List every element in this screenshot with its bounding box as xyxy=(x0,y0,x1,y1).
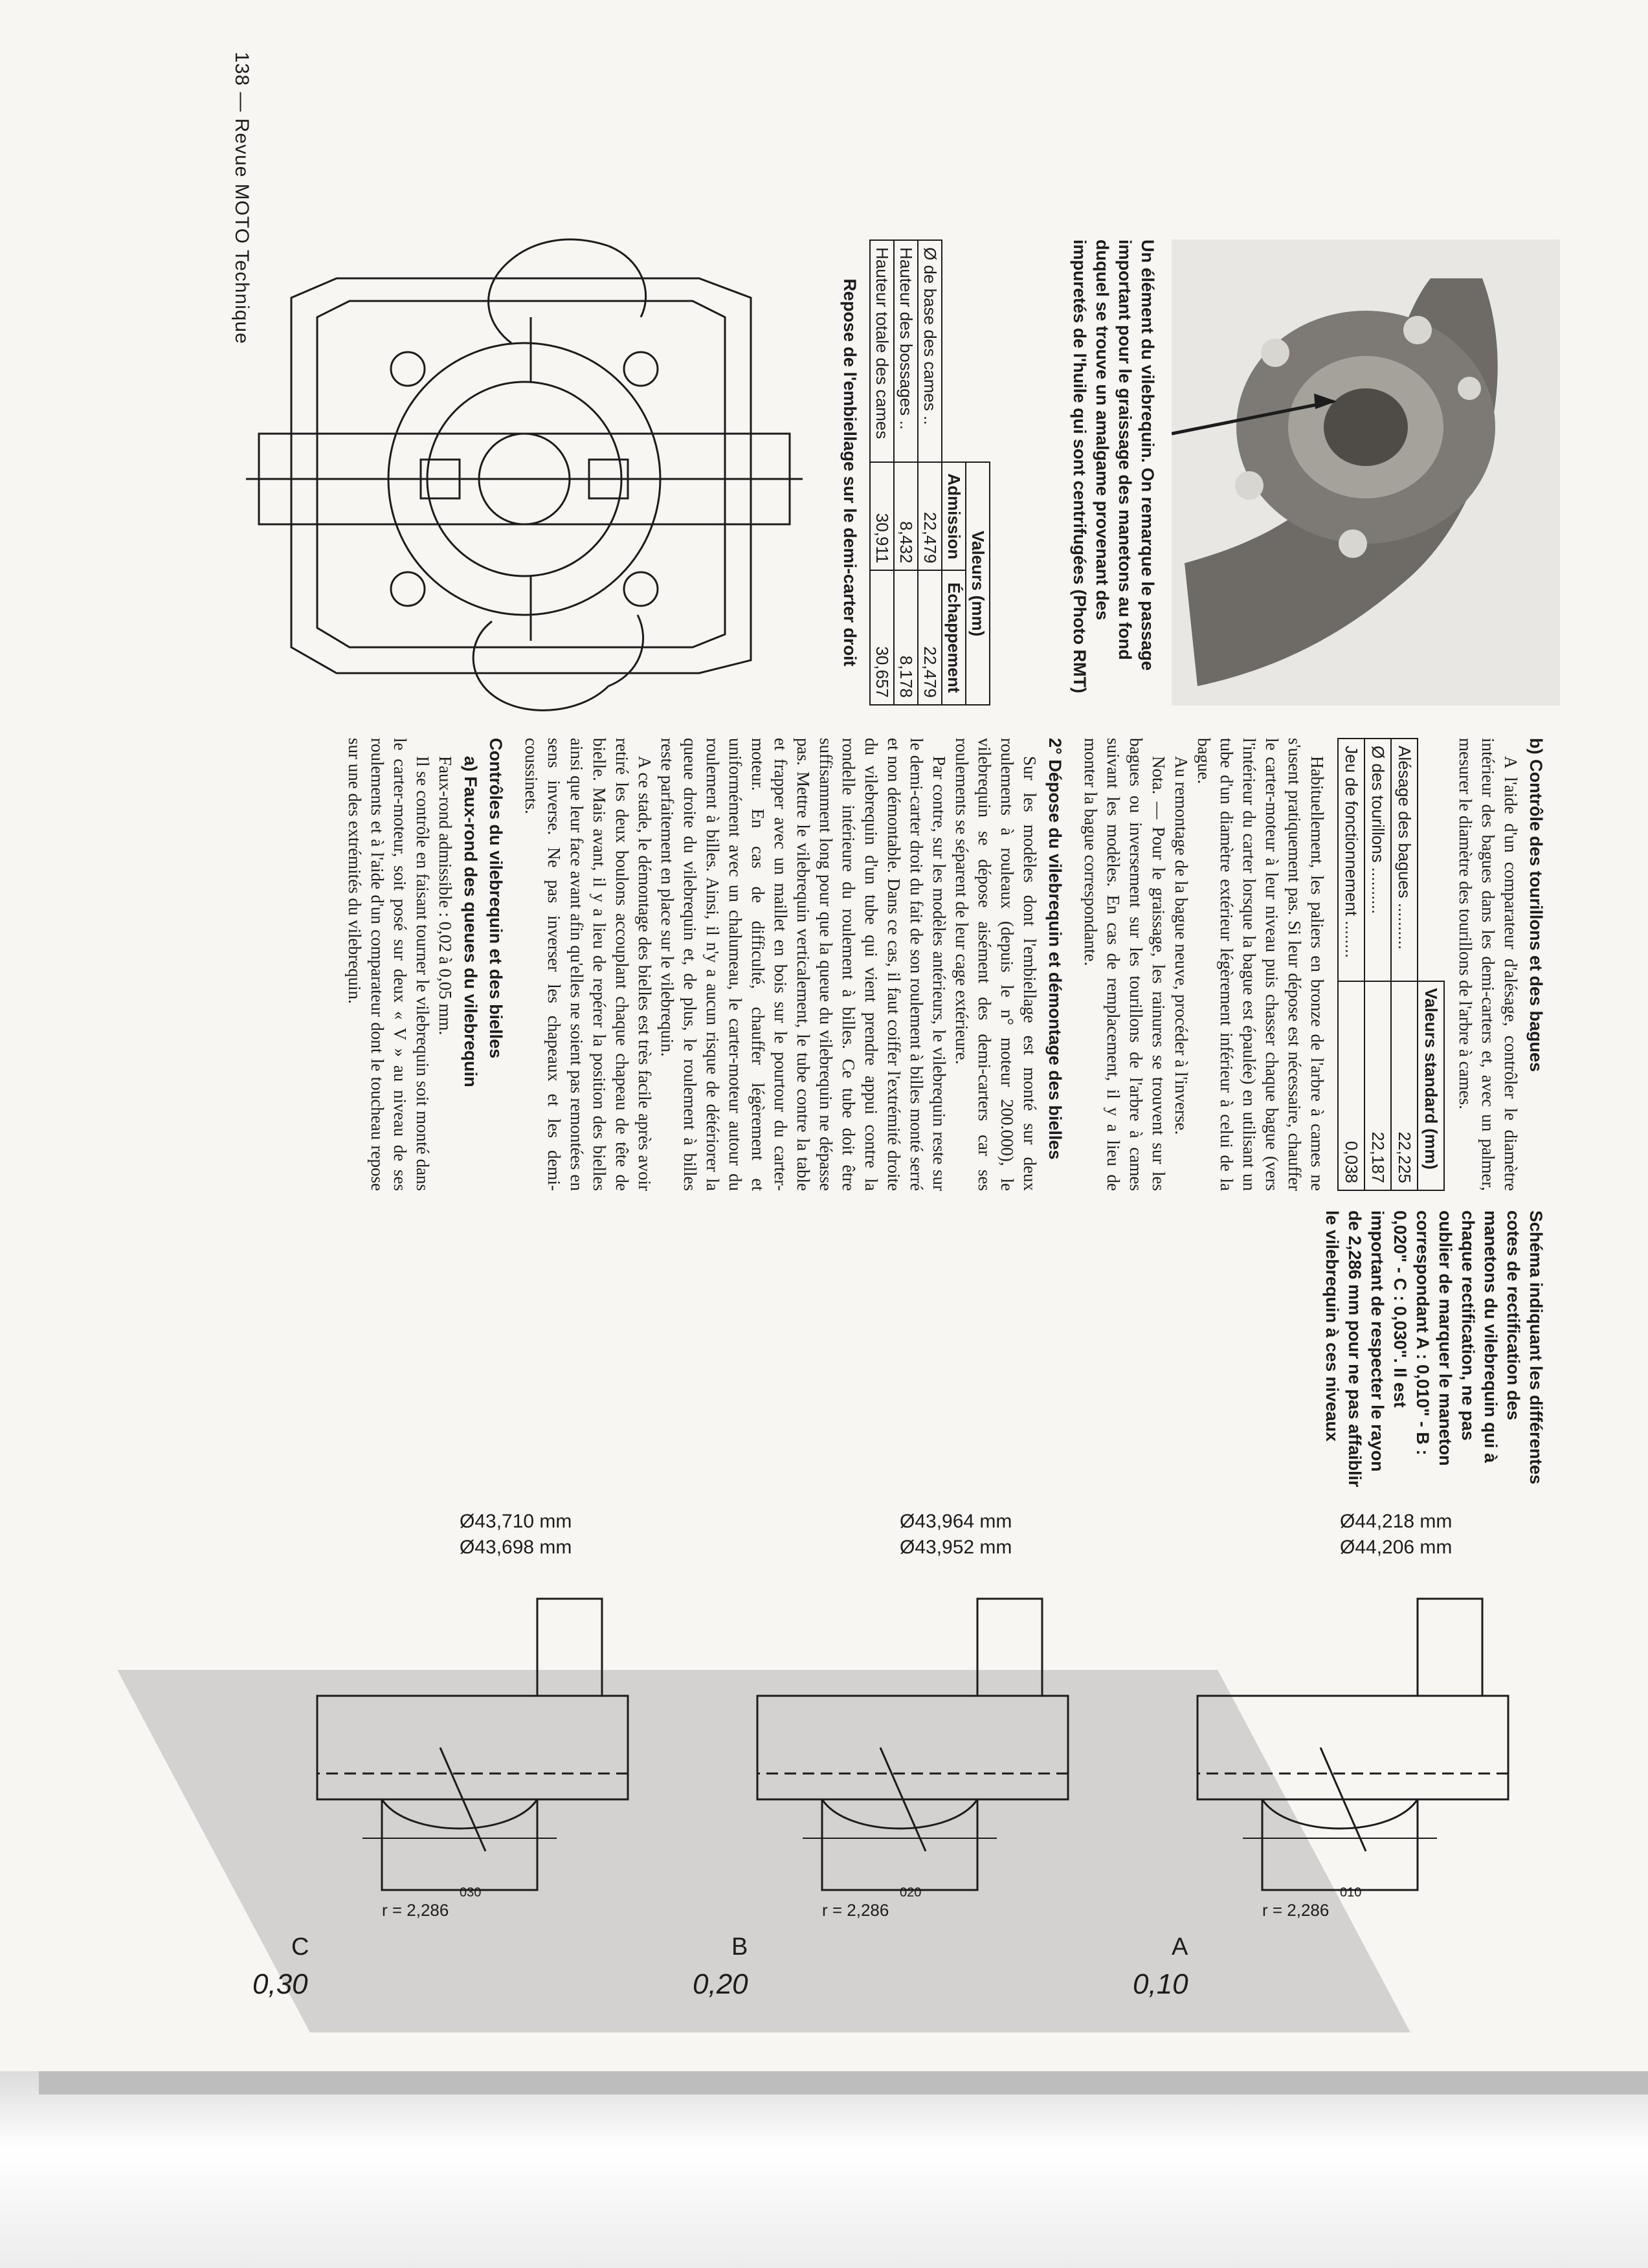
standard-values-table xyxy=(1337,738,1445,1191)
photo-caption: Un élément du vilebrequin. On remarque le passage important pour le graissage des manetons au fond duquel se trouve un amalgame provenant des impuretés de l'huile qui sont centrifugées (Photo RMT) xyxy=(1070,239,1157,693)
controls-para: Il se contrôle en faisant tourner le vilebrequin soit monté dans le carter-moteur, soit posé sur deux « V » au niveau de ses roulements et à l'aide d'un comparateur dont le toucheau repose sur une des extrémités du vilebrequin. xyxy=(345,738,432,1191)
diagram-c-stub xyxy=(537,1599,602,1696)
diagram-b-web xyxy=(757,1696,1068,1799)
controls-para: Faux-rond admissible : 0,02 à 0,05 mm. xyxy=(436,756,455,1036)
std-row-value: 0,038 xyxy=(1338,981,1364,1190)
section-b-para4: Nota. — Pour le graissage, les rainures se trouvent sur les bagues ou inversement sur les tourillons de l'arbre à cames suivant les modèles. En cas de remplacement, il y a lieu de monter la bague correspondante. xyxy=(1081,738,1168,1191)
cam-row-label: Hauteur des bossages .. xyxy=(894,240,918,462)
crank-photo-drawing xyxy=(1172,239,1560,706)
diagram-b-radius-label: r = 2,286 xyxy=(822,1900,889,1920)
std-table-title: Valeurs standard (mm) xyxy=(1418,981,1444,1190)
diagram-a-diameter-min: Ø44,206 mm xyxy=(1340,1537,1453,1558)
binding-shadow xyxy=(0,2071,1648,2268)
table-row xyxy=(918,240,942,705)
section-2-para: Sur les modèles dont l'embiellage est monté sur deux roulements à rouleaux (depuis le n° moteur 200.000), le vilebrequin se dépose aisément des demi-carters car ses roulements se séparent de leur cage extérieure. xyxy=(952,738,1040,1191)
controls-heading: Contrôles du vilebrequin et des bielles xyxy=(486,738,506,1059)
crankpin-diagram-svg xyxy=(201,1502,1560,2071)
diagram-b-grade-mark: 020 xyxy=(900,1885,922,1900)
diagram-b-diameter-max: Ø43,964 mm xyxy=(900,1511,1012,1532)
rotated-page xyxy=(84,52,1573,2071)
diagram-a-stub xyxy=(1418,1599,1482,1696)
diagram-b-stub xyxy=(977,1599,1042,1696)
diagram-b-diameter-min: Ø43,952 mm xyxy=(900,1537,1012,1558)
embiellage-drawing xyxy=(246,220,803,725)
illustration-caption: Repose de l'embiellage sur le demi-carter droit xyxy=(840,278,860,667)
cam-row-admission: 8,432 xyxy=(894,462,918,570)
diagram-a-grade-mark: 010 xyxy=(1340,1885,1362,1900)
diagram-c-grade-mark: 030 xyxy=(460,1885,482,1900)
cam-row-admission: 30,911 xyxy=(870,462,894,570)
embiellage-illustration xyxy=(246,220,803,725)
crankpin-diagrams xyxy=(201,1502,1560,2071)
cam-row-echappement: 30,657 xyxy=(870,570,894,705)
cam-row-label: Ø de base des cames .. xyxy=(918,240,942,462)
controls-subheading: a) Faux-rond des queues du vilebrequin xyxy=(461,756,480,1087)
table-row xyxy=(1364,739,1391,1190)
cam-col-admission: Admission xyxy=(942,462,966,570)
section-b xyxy=(343,738,1547,1191)
table-row xyxy=(870,240,894,705)
diagram-b-pin-curve xyxy=(822,1799,977,1829)
table-row xyxy=(1338,739,1364,1190)
section-2-para: A ce stade, le démontage des bielles est très facile après avoir retiré les deux boulons accouplant chaque chapeau de tête de bielle. Mais avant, il y a lieu de repérer la position des bielles ainsi que leur face avant afin qu'elles ne soient pas remontées en sens inverse. Ne pas inverser les chapeaux et les demi-coussinets. xyxy=(522,738,654,1191)
section-2-heading: 2° Dépose du vilebrequin et démontage des bielles xyxy=(1045,738,1065,1160)
std-row-label: Ø des tourillons .......... xyxy=(1364,739,1391,981)
diagram-a-pin xyxy=(1262,1799,1418,1890)
diagram-c-handwritten-note: 0,30 xyxy=(252,1968,308,2000)
cam-row-echappement: 22,479 xyxy=(918,570,942,705)
diagram-a-grade-letter: A xyxy=(1172,1933,1188,1961)
section-b-para2: Habituellement, les paliers en bronze de l'arbre à cames ne s'usent pratiquement pas. Si leur dépose est nécessaire, chauffer le carter-moteur à leur niveau puis chasser chaque bague (vers l'intérieur du carter lorsque la bague est épaulée) en utilisant un tube d'un diamètre extérieur légèrement inférieur à celui de la bague. xyxy=(1194,738,1327,1191)
binding-edge xyxy=(39,2071,1648,2095)
diagram-a-pin-curve xyxy=(1262,1799,1418,1829)
std-row-value: 22,187 xyxy=(1364,981,1391,1190)
cam-table-title: Valeurs (mm) xyxy=(966,462,990,705)
diagram-c-pin-curve xyxy=(382,1799,537,1829)
std-row-value: 22,225 xyxy=(1391,981,1418,1190)
schema-caption: Schéma indiquant les différentes cotes de rectification des manetons du vilebrequin qui à chaque rectification, ne pas oublier de marquer le maneton correspondant A : 0,010" - B : 0,020" - C : 0,030". Il est important de respecter le rayon de 2,286 mm pour ne pas affaiblir le vilebrequin à ces niveaux xyxy=(1322,1210,1546,1487)
crank-photo xyxy=(1172,239,1560,706)
section-b-heading: b) Contrôle des tourillons et des bagues xyxy=(1526,738,1546,1073)
diagram-c-diameter-max: Ø43,710 mm xyxy=(460,1511,572,1532)
cam-row-admission: 22,479 xyxy=(918,462,942,570)
diagram-a-handwritten-note: 0,10 xyxy=(1133,1968,1188,2000)
diagram-c-radius-label: r = 2,286 xyxy=(382,1900,449,1920)
diagram-c-diameter-min: Ø43,698 mm xyxy=(460,1537,572,1558)
cam-row-echappement: 8,178 xyxy=(894,570,918,705)
diagram-c-pin xyxy=(382,1799,537,1890)
diagram-b-pin xyxy=(822,1799,977,1890)
diagram-c-web xyxy=(317,1696,628,1799)
page-footer: 138 — Revue MOTO Technique xyxy=(231,52,252,344)
cam-row-label: Hauteur totale des cames xyxy=(870,240,894,462)
std-row-label: Jeu de fonctionnement ........ xyxy=(1338,739,1364,981)
table-row xyxy=(1391,739,1418,1190)
std-row-label: Alésage des bagues .......... xyxy=(1391,739,1418,981)
diagram-a-diameter-max: Ø44,218 mm xyxy=(1340,1511,1453,1532)
cam-col-echappement: Échappement xyxy=(942,570,966,705)
diagram-b-handwritten-note: 0,20 xyxy=(693,1968,748,2000)
cam-values-table xyxy=(869,239,990,706)
diagram-c-grade-letter: C xyxy=(291,1933,309,1961)
section-2-para: Par contre, sur les modèles antérieurs, le vilebrequin reste sur le demi-carter droit du fait de son roulement à billes monté serré et non démontable. Dans ce cas, il faut coiffer l'extrémité droite du vilebrequin d'un tube qui vient prendre appui contre la rondelle intérieure du roulement à billes. Ce tube doit être suffisamment long pour que la queue du vilebrequin ne dépasse pas. Mettre le vilebrequin verticalement, le tube contre la table et frapper avec un maillet en bois sur le pourtour du carter-moteur. En cas de difficulté, chauffer légèrement et uniformément avec un chalumeau, le carter-moteur autour du roulement à billes. Ainsi, il n'y a aucun risque de détériorer la queue droite du vilebrequin et, de plus, le roulement à billes reste parfaitement en place sur le vilebrequin. xyxy=(658,738,949,1191)
diagram-b-grade-letter: B xyxy=(731,1933,748,1961)
section-b-para3: Au remontage de la bague neuve, procéder à l'inverse. xyxy=(1172,756,1191,1135)
section-b-para1: A l'aide d'un comparateur d'alésage, contrôler le diamètre intérieur des bagues dans les demi-carters et, avec un palmer, mesurer le diamètre des tourillons de l'arbre à cames. xyxy=(1456,738,1520,1191)
diagram-a-web xyxy=(1197,1696,1508,1799)
table-row xyxy=(894,240,918,705)
diagram-a-radius-label: r = 2,286 xyxy=(1262,1900,1330,1920)
